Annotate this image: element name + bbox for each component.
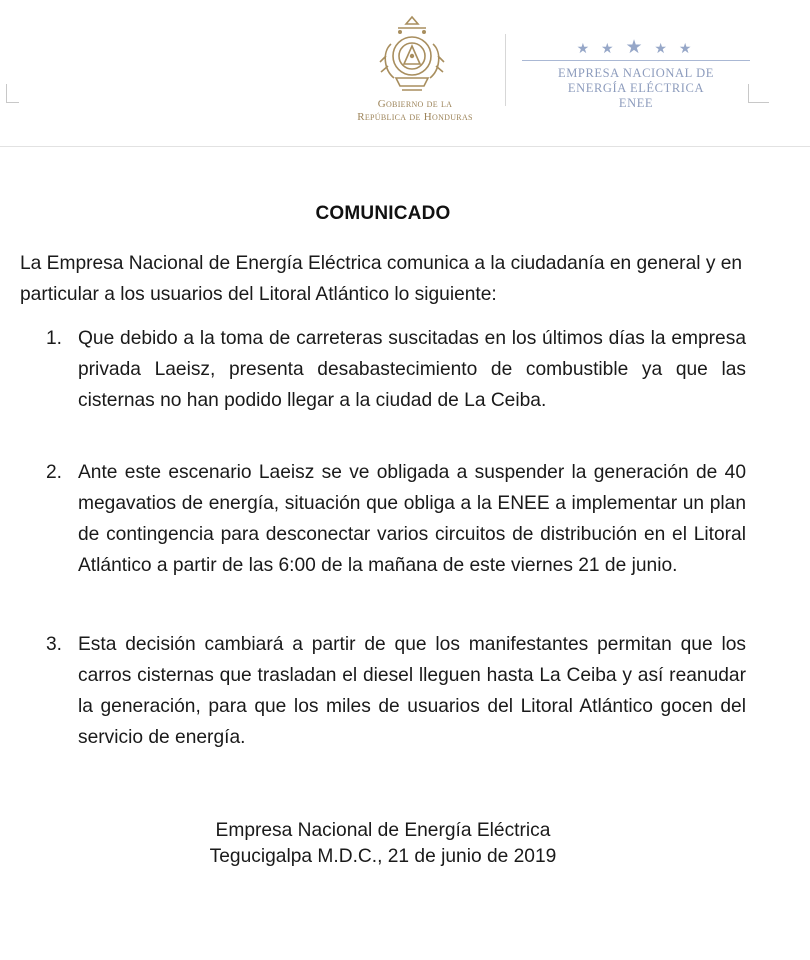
- government-logo-block: [330, 12, 500, 127]
- signature-place-date: Tegucigalpa M.D.C., 21 de junio de 2019: [209, 846, 557, 867]
- enee-name-line-1: EMPRESA NACIONAL DE: [557, 66, 715, 80]
- government-line-1: Gobierno de la: [377, 98, 453, 110]
- list-item-number: 2.: [46, 462, 63, 483]
- government-name: [330, 98, 500, 124]
- honduras-coat-of-arms-icon: [376, 14, 448, 98]
- logo-divider: [505, 34, 506, 106]
- corner-mark-left: [6, 84, 19, 103]
- signature-organization: Empresa Nacional de Energía Eléctrica: [215, 820, 551, 841]
- corner-mark-right: [748, 84, 769, 103]
- intro-paragraph: La Empresa Nacional de Energía Eléctrica comunica a la ciudadanía en general y en particular a los usuarios del Litoral Atlántico lo siguiente:: [20, 253, 743, 305]
- government-line-2: República de Honduras: [357, 111, 473, 123]
- header-divider: [0, 146, 810, 147]
- list-item-number: 1.: [46, 328, 63, 349]
- enee-name-line-2: ENERGÍA ELÉCTRICA: [567, 81, 705, 95]
- list-item-number: 3.: [46, 634, 63, 655]
- enee-acronym: ENEE: [618, 96, 654, 110]
- list-item-text: Que debido a la toma de carreteras suscitadas en los últimos días la empresa privada Laeisz, presenta desabastecimiento de combustible ya que las cisternas no han podido llegar a la ciudad de La Ceiba.: [78, 328, 746, 411]
- letterhead: [0, 0, 810, 148]
- enee-rule: [522, 60, 750, 61]
- list-item-text: Ante este escenario Laeisz se ve obligada a suspender la generación de 40 megavatios de energía, situación que obliga a la ENEE a implementar un plan de contingencia para desconectar varios circuitos de distribución en el Litoral Atlántico a partir de las 6:00 de la mañana de este viernes 21 de junio.: [78, 462, 746, 576]
- list-item-text: Esta decisión cambiará a partir de que los manifestantes permitan que los carros cisternas que trasladan el diesel lleguen hasta La Ceiba y así reanudar la generación, para que los miles de usuarios del Litoral Atlántico gocen del servicio de energía.: [78, 634, 746, 748]
- enee-logo-block: [520, 36, 752, 116]
- document-title: COMUNICADO: [315, 203, 451, 224]
- five-stars-icon: ★ ★ ★ ★ ★: [576, 37, 696, 58]
